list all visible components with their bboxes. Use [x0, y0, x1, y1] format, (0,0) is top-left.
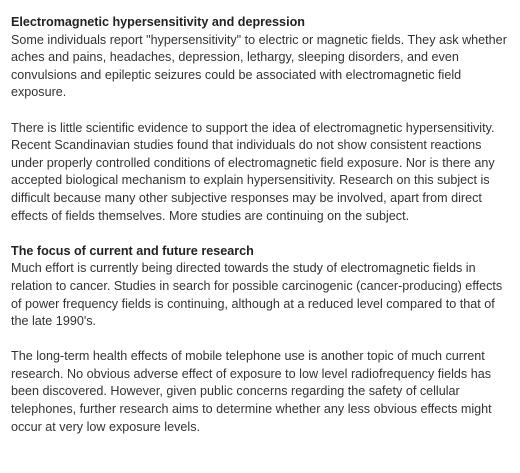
- paragraph: There is little scientific evidence to support the idea of electromagnetic hypersensitivity. Recent Scandinavian studies found that individuals do not show consistent reactions under properly controlled conditions of electromagnetic field exposure. Nor is there any accepted biological mechanism to explain hypersensitivity. Research on this subject is difficult because many other subjective responses may be involved, apart from direct effects of fields themselves. More studies are continuing on the subject.: [11, 120, 495, 223]
- paragraph: The long-term health effects of mobile telephone use is another topic of much current research. No obvious adverse effect of exposure to low level radiofrequency fields has been discovered. However, given public concerns regarding the safety of cellular telephones, further research aims to determine whether any less obvious effects might occur at very low exposure levels.: [11, 349, 492, 434]
- section-heading: Electromagnetic hypersensitivity and depression: [11, 15, 305, 29]
- section-research-focus: [11, 243, 512, 437]
- section-gap: [11, 225, 512, 243]
- paragraph-gap: [11, 102, 512, 120]
- section-heading: The focus of current and future research: [11, 243, 254, 258]
- paragraph: Much effort is currently being directed towards the study of electromagnetic fields in relation to cancer. Studies in search for possible carcinogenic (cancer-producing) effects of power frequency fields is continuing, although at a reduced level compared to that of the late 1990's.: [11, 261, 503, 329]
- paragraph-gap: [11, 331, 512, 349]
- section-hypersensitivity: [11, 14, 512, 225]
- paragraph: Some individuals report "hypersensitivity" to electric or magnetic fields. They ask whether aches and pains, headaches, depression, lethargy, sleeping disorders, and even convulsions and epileptic seizures could be associated with electromagnetic field exposure.: [11, 32, 507, 100]
